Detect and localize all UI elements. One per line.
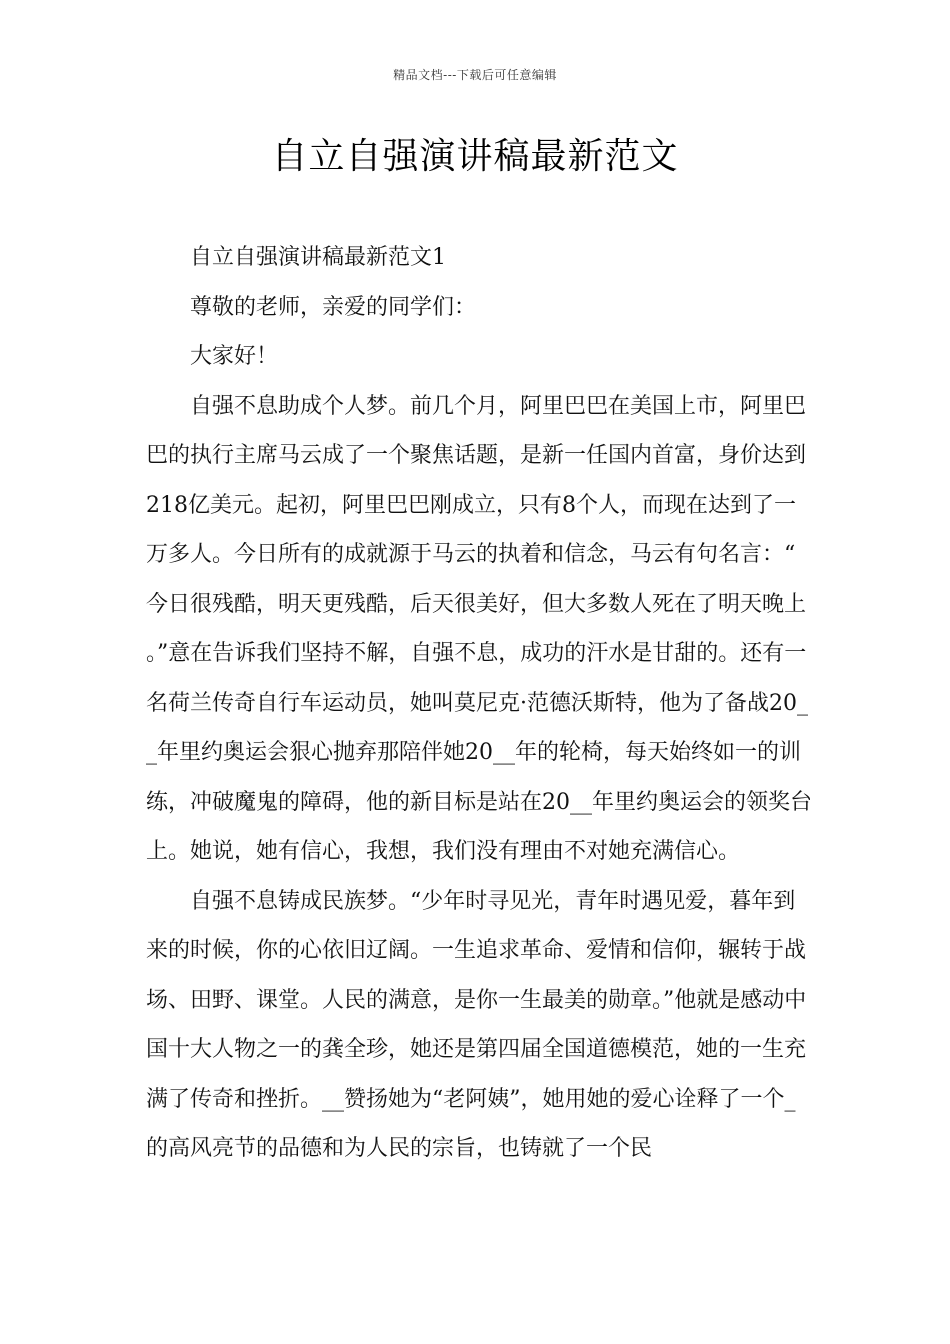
paragraph-personal-dream: 自强不息助成个人梦。前几个月，阿里巴巴在美国上市，阿里巴巴的执行主席马云成了一个聚焦话题，是新一任国内首富，身价达到218亿美元。起初，阿里巴巴刚成立，只有8个人，而现在达到了一万多人。今日所有的成就源于马云的执着和信念，马云有句名言：“今日很残酷，明天更残酷，后天很美好，但大多数人死在了明天晚上。”意在告诉我们坚持不解，自强不息，成功的汗水是甘甜的。还有一名荷兰传奇自行车运动员，她叫莫尼克·范德沃斯特，他为了备战20__年里约奥运会狠心抛弃那陪伴她20__年的轮椅，每天始终如一的训练，冲破魔鬼的障碍，他的新目标是站在20__年里约奥运会的领奖台上。她说，她有信心，我想，我们没有理由不对她充满信心。 [146,393,812,864]
paragraph-national-dream: 自强不息铸成民族梦。“少年时寻见光，青年时遇见爱，暮年到来的时候，你的心依旧辽阔。一生追求革命、爱情和信仰，辗转于战场、田野、课堂。人民的满意，是你一生最美的勋章。”他就是感动中国十大人物之一的龚全珍，她还是第四届全国道德模范，她的一生充满了传奇和挫折。__赞扬她为“老阿姨”，她用她的爱心诠释了一个_的高风亮节的品德和为人民的宗旨，也铸就了一个民 [146,888,807,1161]
paragraph-subtitle: 自立自强演讲稿最新范文1 [190,245,446,270]
paragraph-salutation: 尊敬的老师，亲爱的同学们： [190,294,477,320]
document-body [146,233,814,1174]
document-title: 自立自强演讲稿最新范文 [271,136,679,177]
page-header-note: 精品文档---下载后可任意编辑 [393,68,557,82]
paragraph-greeting: 大家好！ [190,344,279,369]
